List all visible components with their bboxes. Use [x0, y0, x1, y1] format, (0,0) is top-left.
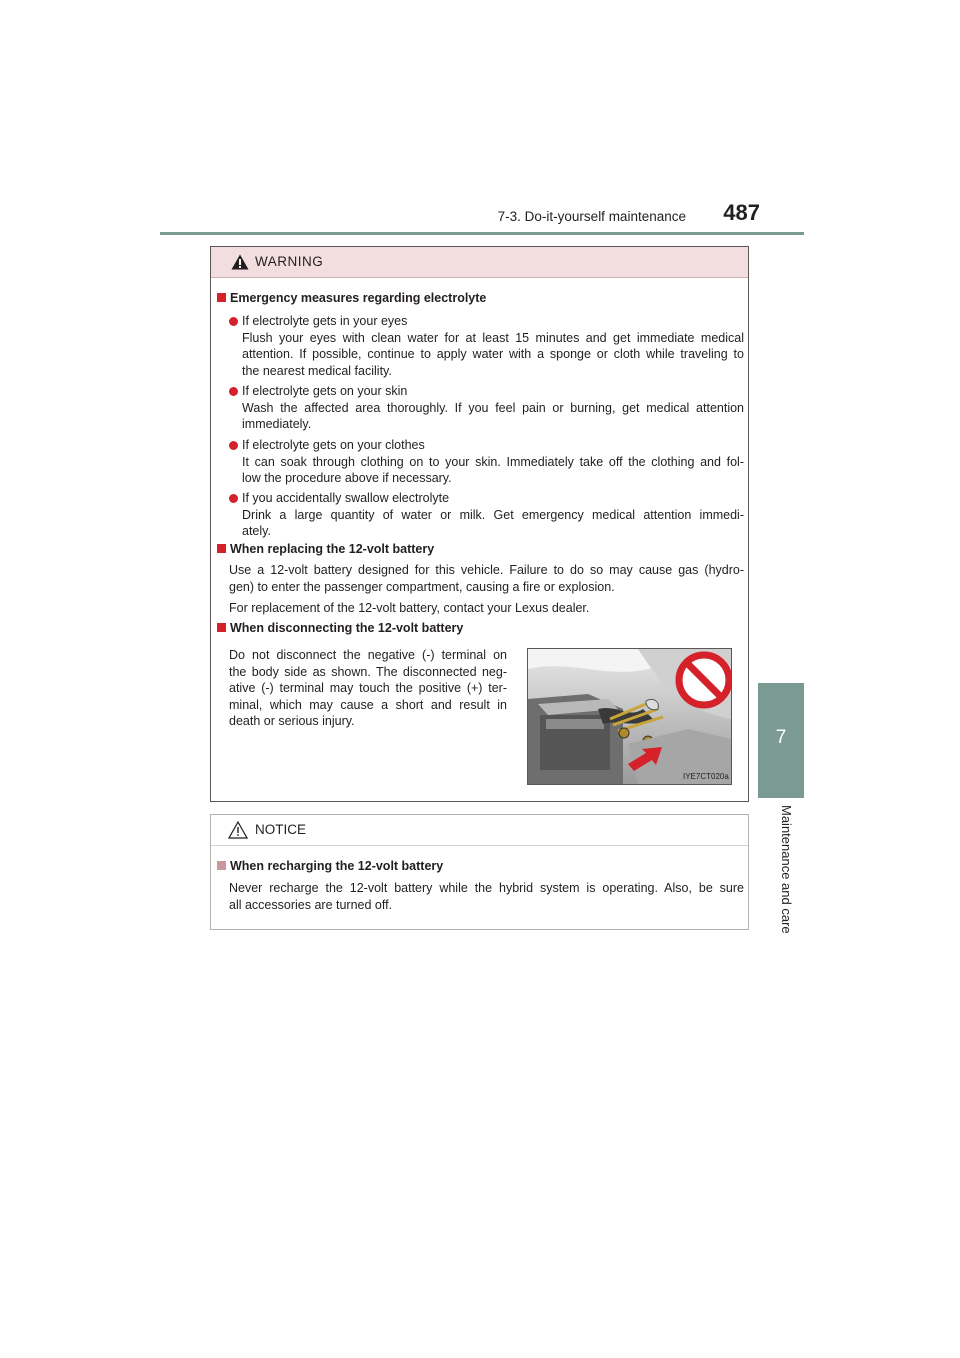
paragraph-line: minal, which may cause a short and result in [229, 697, 507, 712]
item-title: If electrolyte gets on your skin [242, 384, 408, 398]
recharging-heading [217, 859, 443, 873]
header-rule [160, 232, 804, 235]
list-item [229, 313, 744, 379]
list-item [229, 437, 744, 487]
battery-terminal-illustration [527, 648, 732, 785]
round-bullet-icon [229, 494, 238, 503]
square-bullet-icon [217, 544, 226, 553]
paragraph-line: death or serious injury. [229, 714, 355, 728]
paragraph-line: all accessories are turned off. [229, 897, 393, 912]
item-title: If you accidentally swallow electrolyte [242, 491, 450, 505]
paragraph-line: Never recharge the 12-volt battery while the hybrid system is operating. Also, be sure [229, 881, 744, 895]
paragraph-line: the body side as shown. The disconnected neg- [229, 664, 507, 679]
disconnecting-heading-text: When disconnecting the 12-volt battery [230, 621, 464, 635]
replacing-heading [217, 542, 434, 556]
notice-paragraph [229, 880, 744, 913]
paragraph-line: gen) to enter the passenger compartment, causing a fire or explosion. [229, 579, 615, 594]
item-line: Wash the affected area thoroughly. If you feel pain or burning, get medical attention [242, 400, 744, 415]
square-bullet-icon [217, 623, 226, 632]
warning-triangle-icon [231, 254, 249, 270]
paragraph-line: ative (-) terminal may touch the positive (+) ter- [229, 681, 507, 695]
warning-header [211, 247, 748, 278]
recharging-heading-text: When recharging the 12-volt battery [230, 859, 444, 873]
list-item [229, 383, 744, 433]
item-line: It can soak through clothing on to your skin. Immediately take off the clothing and fol- [242, 454, 744, 469]
section-title: 7-3. Do-it-yourself maintenance [497, 209, 686, 224]
chapter-label-container [766, 805, 796, 965]
round-bullet-icon [229, 441, 238, 450]
item-line: ately. [242, 524, 271, 538]
round-bullet-icon [229, 317, 238, 326]
item-line: immediately. [242, 417, 312, 431]
item-title: If electrolyte gets on your clothes [242, 438, 425, 452]
page-number: 487 [723, 200, 760, 225]
chapter-number: 7 [775, 727, 787, 748]
warning-title: WARNING [255, 254, 324, 269]
warning-box [210, 246, 749, 802]
electrolyte-heading [217, 291, 486, 305]
paragraph-line: Do not disconnect the negative (-) terminal on [229, 648, 507, 662]
replacing-paragraph-2: For replacement of the 12-volt battery, contact your Lexus dealer. [229, 601, 590, 615]
item-line: low the procedure above if necessary. [242, 471, 452, 485]
caution-triangle-icon [228, 821, 248, 839]
chapter-label: Maintenance and care [779, 805, 794, 934]
square-bullet-icon [217, 293, 226, 302]
replacing-paragraph [229, 562, 744, 595]
image-code: IYE7CT020a [683, 772, 729, 781]
item-line: Flush your eyes with clean water for at least 15 minutes and get immediate medical [242, 330, 744, 345]
replacing-heading-text: When replacing the 12-volt battery [230, 542, 435, 556]
item-line: Drink a large quantity of water or milk. Get emergency medical attention immedi- [242, 507, 744, 522]
notice-box [210, 814, 749, 930]
battery-illustration-svg [528, 649, 731, 784]
item-line: the nearest medical facility. [242, 363, 392, 378]
disconnecting-heading [217, 621, 463, 635]
item-title: If electrolyte gets in your eyes [242, 314, 408, 328]
paragraph-line: Use a 12-volt battery designed for this vehicle. Failure to do so may cause gas (hydro- [229, 563, 744, 577]
disconnecting-paragraph [229, 647, 507, 730]
chapter-tab [758, 683, 804, 798]
square-bullet-icon [217, 861, 226, 870]
round-bullet-icon [229, 387, 238, 396]
electrolyte-heading-text: Emergency measures regarding electrolyte [230, 291, 487, 305]
item-line: attention. If possible, continue to apply water with a sponge or cloth while traveling to [242, 347, 744, 361]
page-header [160, 200, 804, 233]
notice-title: NOTICE [255, 822, 307, 837]
list-item [229, 490, 744, 540]
notice-header [211, 815, 748, 846]
